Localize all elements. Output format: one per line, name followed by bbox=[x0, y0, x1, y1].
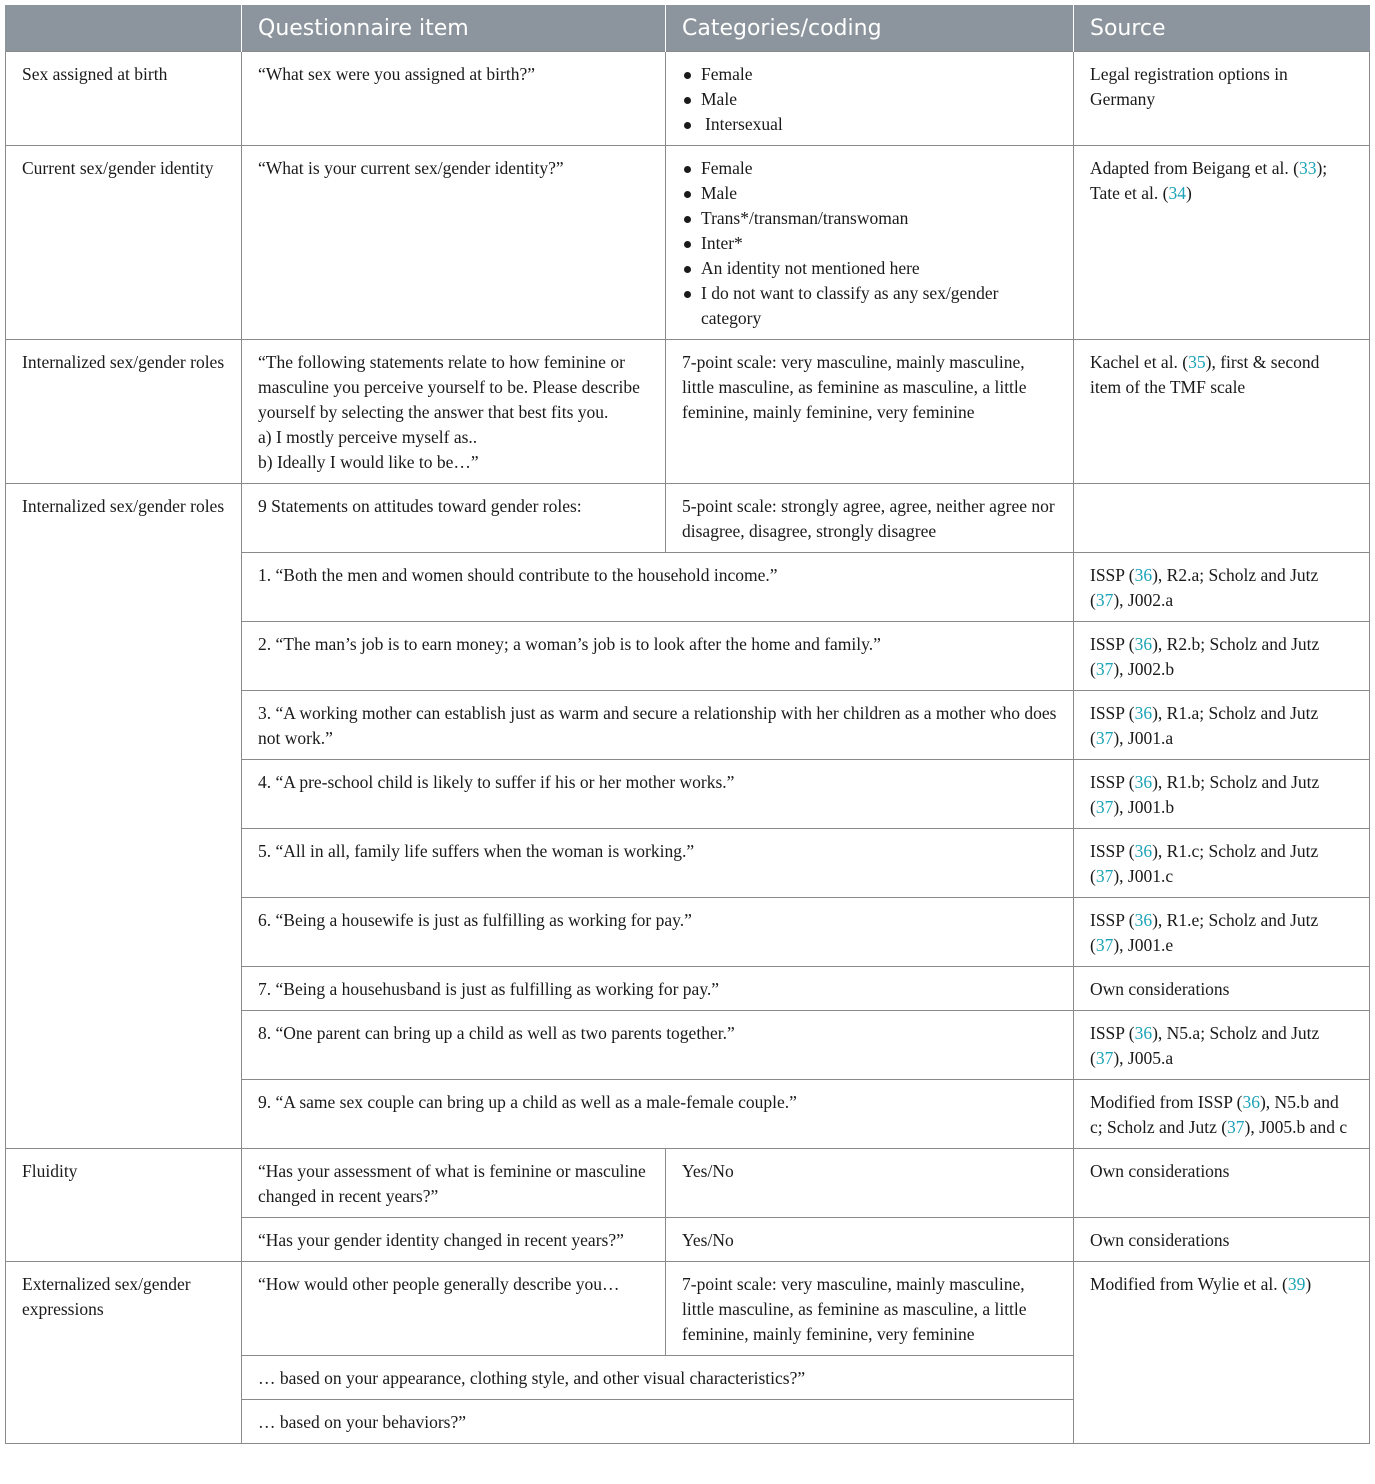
source-cell: ISSP (36), R1.e; Scholz and Jutz (37), J001.e bbox=[1074, 898, 1370, 967]
list-item: Female bbox=[701, 156, 1057, 181]
source-cell: Own considerations bbox=[1074, 967, 1370, 1011]
list-item: Intersexual bbox=[701, 112, 1057, 137]
source-cell: Own considerations bbox=[1074, 1218, 1370, 1262]
coding-cell: Yes/No bbox=[666, 1218, 1074, 1262]
table-row bbox=[6, 146, 1370, 340]
header-row bbox=[6, 5, 1370, 52]
item-text: a) I mostly perceive myself as.. bbox=[258, 427, 478, 447]
citation-link[interactable]: 36 bbox=[1134, 703, 1153, 723]
citation-link[interactable]: 33 bbox=[1298, 158, 1317, 178]
statement-cell: 4. “A pre-school child is likely to suffer if his or her mother works.” bbox=[242, 760, 1074, 829]
list-item: Inter* bbox=[701, 231, 1057, 256]
statement-cell: 3. “A working mother can establish just as warm and secure a relationship with her children as a mother who does not work.” bbox=[242, 691, 1074, 760]
citation-link[interactable]: 35 bbox=[1188, 352, 1206, 372]
header-questionnaire-item: Questionnaire item bbox=[242, 5, 666, 52]
item-text: “The following statements relate to how feminine or masculine you perceive yourself to be. Please describe yourself by selecting the answer that best fits you. bbox=[258, 352, 640, 422]
source-cell: ISSP (36), N5.a; Scholz and Jutz (37), J005.a bbox=[1074, 1011, 1370, 1080]
statement-cell: 7. “Being a househusband is just as fulfilling as working for pay.” bbox=[242, 967, 1074, 1011]
source-cell: ISSP (36), R1.a; Scholz and Jutz (37), J001.a bbox=[1074, 691, 1370, 760]
source-cell: Own considerations bbox=[1074, 1149, 1370, 1218]
citation-link[interactable]: 36 bbox=[1134, 841, 1153, 861]
coding-cell bbox=[666, 52, 1074, 146]
source-cell: Modified from ISSP (36), N5.b and c; Scholz and Jutz (37), J005.b and c bbox=[1074, 1080, 1370, 1149]
header-source: Source bbox=[1074, 5, 1370, 52]
citation-link[interactable]: 37 bbox=[1095, 659, 1114, 679]
citation-link[interactable]: 37 bbox=[1227, 1117, 1245, 1137]
sub-item-cell: … based on your appearance, clothing style, and other visual characteristics?” bbox=[242, 1356, 1074, 1400]
questionnaire-table bbox=[5, 5, 1370, 1444]
table-row bbox=[6, 340, 1370, 484]
statement-cell: 1. “Both the men and women should contribute to the household income.” bbox=[242, 553, 1074, 622]
statement-cell: 6. “Being a housewife is just as fulfilling as working for pay.” bbox=[242, 898, 1074, 967]
coding-cell: 7-point scale: very masculine, mainly masculine, little masculine, as feminine as masculine, a little feminine, mainly feminine, very feminine bbox=[666, 1262, 1074, 1356]
table-row bbox=[6, 484, 1370, 553]
citation-link[interactable]: 36 bbox=[1134, 1023, 1153, 1043]
citation-link[interactable]: 36 bbox=[1134, 565, 1153, 585]
citation-link[interactable]: 39 bbox=[1287, 1274, 1306, 1294]
header-construct bbox=[6, 5, 242, 52]
citation-link[interactable]: 37 bbox=[1095, 1048, 1114, 1068]
source-cell: Legal registration options in Germany bbox=[1074, 52, 1370, 146]
citation-link[interactable]: 36 bbox=[1134, 634, 1153, 654]
coding-cell: 7-point scale: very masculine, mainly masculine, little masculine, as feminine as masculine, a little feminine, mainly feminine, very feminine bbox=[666, 340, 1074, 484]
list-item: An identity not mentioned here bbox=[701, 256, 1057, 281]
citation-link[interactable]: 34 bbox=[1168, 183, 1186, 203]
citation-link[interactable]: 37 bbox=[1095, 590, 1114, 610]
statement-cell: 2. “The man’s job is to earn money; a woman’s job is to look after the home and family.” bbox=[242, 622, 1074, 691]
statement-cell: 5. “All in all, family life suffers when the woman is working.” bbox=[242, 829, 1074, 898]
item-cell: “What is your current sex/gender identity?” bbox=[242, 146, 666, 340]
construct-cell: Sex assigned at birth bbox=[6, 52, 242, 146]
table-row bbox=[6, 1262, 1370, 1356]
construct-cell: Internalized sex/gender roles bbox=[6, 484, 242, 1149]
citation-link[interactable]: 37 bbox=[1095, 728, 1114, 748]
list-item: I do not want to classify as any sex/gender category bbox=[701, 281, 1057, 331]
construct-cell: Current sex/gender identity bbox=[6, 146, 242, 340]
statement-cell: 9. “A same sex couple can bring up a child as well as a male-female couple.” bbox=[242, 1080, 1074, 1149]
coding-cell: Yes/No bbox=[666, 1149, 1074, 1218]
source-cell: Adapted from Beigang et al. (33); Tate et al. (34) bbox=[1074, 146, 1370, 340]
list-item: Male bbox=[701, 181, 1057, 206]
statement-cell: 8. “One parent can bring up a child as well as two parents together.” bbox=[242, 1011, 1074, 1080]
item-cell bbox=[242, 340, 666, 484]
item-cell: “Has your assessment of what is feminine or masculine changed in recent years?” bbox=[242, 1149, 666, 1218]
construct-cell: Externalized sex/gender expressions bbox=[6, 1262, 242, 1444]
item-cell: “Has your gender identity changed in recent years?” bbox=[242, 1218, 666, 1262]
table-row bbox=[6, 52, 1370, 146]
sub-item-cell: … based on your behaviors?” bbox=[242, 1400, 1074, 1444]
coding-cell bbox=[666, 146, 1074, 340]
source-cell: ISSP (36), R1.c; Scholz and Jutz (37), J001.c bbox=[1074, 829, 1370, 898]
list-item: Trans*/transman/transwoman bbox=[701, 206, 1057, 231]
construct-cell: Fluidity bbox=[6, 1149, 242, 1262]
option-list bbox=[682, 62, 1057, 137]
source-cell: ISSP (36), R1.b; Scholz and Jutz (37), J001.b bbox=[1074, 760, 1370, 829]
option-list bbox=[682, 156, 1057, 331]
source-cell: Modified from Wylie et al. (39) bbox=[1074, 1262, 1370, 1444]
source-cell: ISSP (36), R2.a; Scholz and Jutz (37), J002.a bbox=[1074, 553, 1370, 622]
source-cell: Kachel et al. (35), first & second item of the TMF scale bbox=[1074, 340, 1370, 484]
source-cell: ISSP (36), R2.b; Scholz and Jutz (37), J002.b bbox=[1074, 622, 1370, 691]
item-text: b) Ideally I would like to be…” bbox=[258, 452, 479, 472]
list-item: Female bbox=[701, 62, 1057, 87]
citation-link[interactable]: 36 bbox=[1134, 910, 1153, 930]
coding-cell: 5-point scale: strongly agree, agree, neither agree nor disagree, disagree, strongly disagree bbox=[666, 484, 1074, 553]
item-cell: “What sex were you assigned at birth?” bbox=[242, 52, 666, 146]
list-item: Male bbox=[701, 87, 1057, 112]
citation-link[interactable]: 36 bbox=[1242, 1092, 1260, 1112]
citation-link[interactable]: 36 bbox=[1134, 772, 1153, 792]
header-categories-coding: Categories/coding bbox=[666, 5, 1074, 52]
construct-cell: Internalized sex/gender roles bbox=[6, 340, 242, 484]
citation-link[interactable]: 37 bbox=[1095, 797, 1114, 817]
item-cell: “How would other people generally describe you… bbox=[242, 1262, 666, 1356]
item-cell: 9 Statements on attitudes toward gender roles: bbox=[242, 484, 666, 553]
citation-link[interactable]: 37 bbox=[1095, 866, 1114, 886]
source-cell bbox=[1074, 484, 1370, 553]
citation-link[interactable]: 37 bbox=[1095, 935, 1114, 955]
table-row bbox=[6, 1149, 1370, 1218]
